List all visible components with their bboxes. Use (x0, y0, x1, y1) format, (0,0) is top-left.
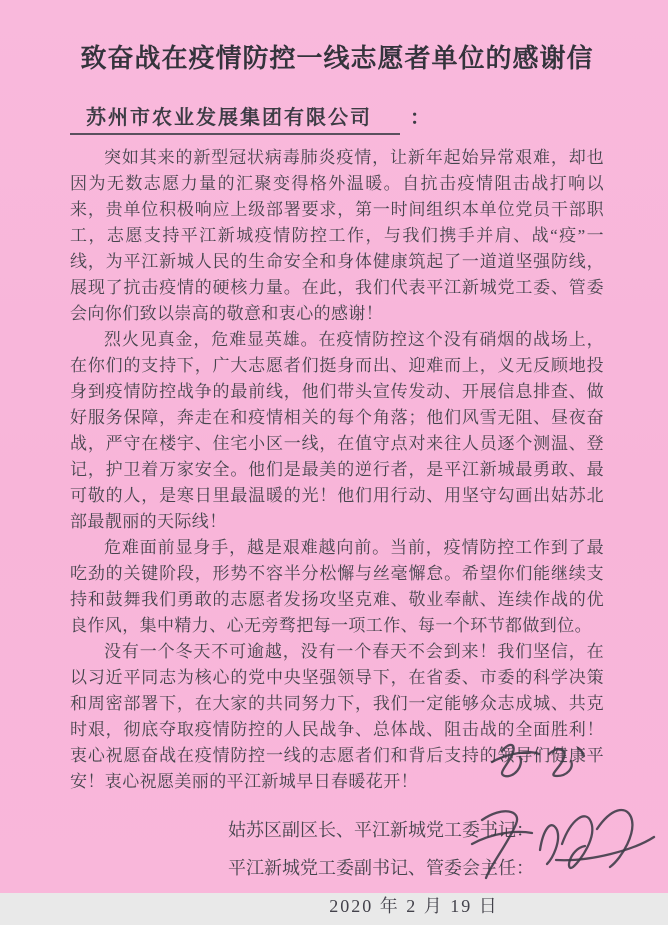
addressee-name: 苏州市农业发展集团有限公司 (70, 101, 400, 135)
addressee-colon: ： (410, 107, 430, 129)
signature-block (70, 811, 604, 925)
paragraph-1: 突如其来的新型冠状病毒肺炎疫情，让新年起始异常艰难，却也因为无数志愿力量的汇聚变得格外温暖。自抗击疫情阻击战打响以来，贵单位积极响应上级部署要求，第一时间组织本单位党员干部职工，志愿支持平江新城疫情防控工作，与我们携手并肩、战“疫”一线，为平江新城人民的生命安全和身体健康筑起了一道道坚强防线，展现了抗击疫情的硬核力量。在此，我们代表平江新城党工委、管委会向你们致以崇高的敬意和衷心的感谢！ (70, 148, 604, 323)
letter-date: 2020 年 2 月 19 日 (329, 896, 499, 916)
addressee-line (70, 101, 604, 135)
paragraph-3: 危难面前显身手，越是艰难越向前。当前，疫情防控工作到了最吃劲的关键阶段，形势不容半分松懈与丝毫懈怠。希望你们能继续支持和鼓舞我们勇敢的志愿者发扬攻坚克难、敬业奉献、连续作战的优良作风，集中精力、心无旁骛把每一项工作、每一个环节都做到位。 (70, 538, 604, 635)
signature-line-director: 平江新城党工委副书记、管委会主任： (228, 858, 534, 878)
paragraph-2: 烈火见真金，危难显英雄。在疫情防控这个没有硝烟的战场上，在你们的支持下，广大志愿者们挺身而出、迎难而上，义无反顾地投身到疫情防控战争的最前线，他们带头宣传发动、开展信息排查、做好服务保障，奔走在和疫情相关的每个角落；他们风雪无阻、昼夜奋战，严守在楼宇、住宅小区一线，在值守点对来往人员逐个测温、登记，护卫着万家安全。他们是最美的逆行者，是平江新城最勇敢、最可敬的人，是寒日里最温暖的光！他们用行动、用坚守勾画出姑苏北部最靓丽的天际线！ (70, 330, 604, 531)
signature-line-secretary: 姑苏区副区长、平江新城党工委书记： (228, 820, 534, 840)
paragraph-4: 没有一个冬天不可逾越，没有一个春天不会到来！我们坚信，在以习近平同志为核心的党中央坚强领导下，在省委、市委的科学决策和周密部署下，在大家的共同努力下，我们一定能够众志成城、共克时艰，彻底夺取疫情防控的人民战争、总体战、阻击战的全面胜利！衷心祝愿奋战在疫情防控一线的志愿者们和背后支持的领导们健康平安！衷心祝愿美丽的平江新城早日春暖花开！ (70, 642, 604, 791)
letter-title: 致奋战在疫情防控一线志愿者单位的感谢信 (80, 43, 594, 73)
